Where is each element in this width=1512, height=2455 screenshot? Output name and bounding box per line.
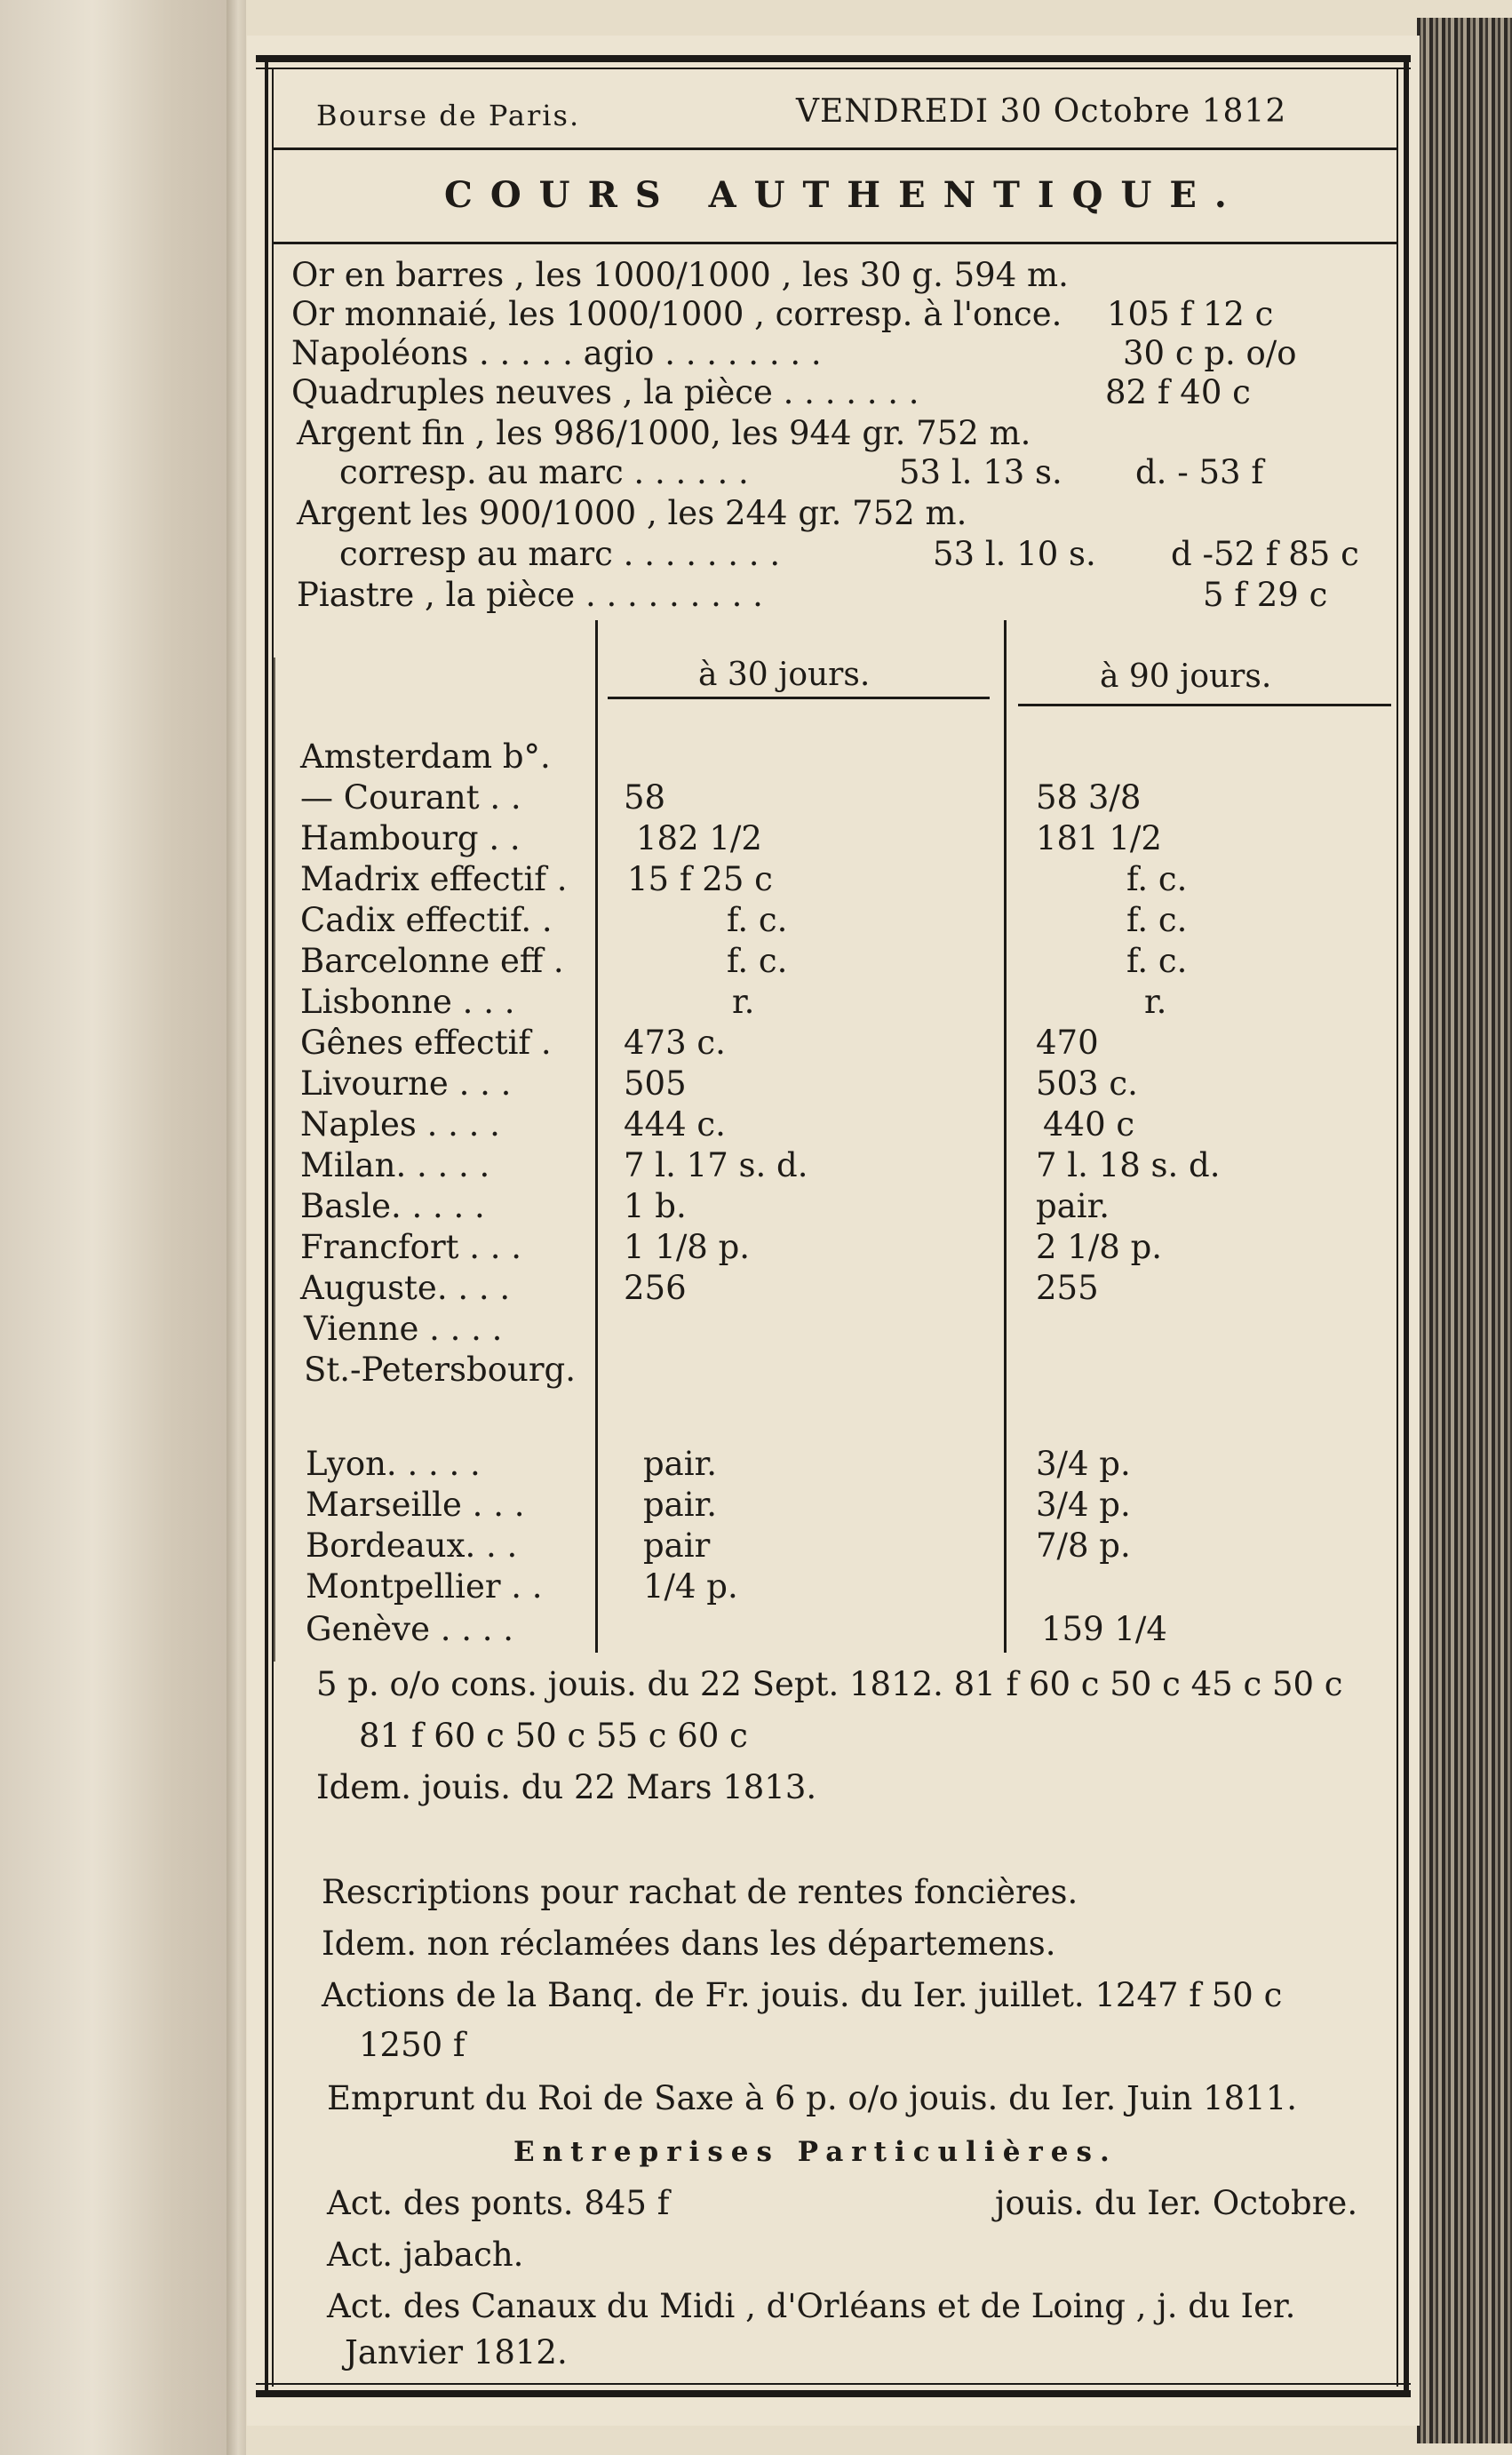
exchange-place: Madrix effectif . [300,860,568,898]
exchange-place: Vienne . . . . [304,1310,503,1348]
rate-90: f. c. [1126,942,1188,980]
rate-30: 473 c. [624,1024,726,1062]
rente-line: Idem. jouis. du 22 Mars 1813. [316,1768,817,1806]
rate-30: 58 [624,778,666,817]
jabach-line: Act. jabach. [327,2236,524,2274]
security-line: Rescriptions pour rachat de rentes foncières. [322,1873,1078,1911]
domestic-place: Bordeaux. . . [306,1526,518,1565]
rate-90: pair. [1036,1187,1110,1225]
security-line: Actions de la Banq. de Fr. jouis. du Ier. juillet. 1247 f 50 c [322,1976,1283,2014]
table-left-margin-rule [274,658,275,1662]
rate-30: 444 c. [624,1105,726,1144]
book-binding [0,0,231,2455]
metal-label: Or monnaié, les 1000/1000 , corresp. à l'once. [291,295,1062,333]
exchange-place: Basle. . . . . [300,1187,485,1225]
metal-label: Or en barres , les 1000/1000 , les 30 g. 594 m. [291,256,1069,294]
metal-label: Napoléons . . . . . agio . . . . . . . . [291,334,822,372]
title-rule [274,242,1397,244]
metal-label: corresp. au marc . . . . . . [339,453,749,491]
rate-30: pair. [643,1445,717,1483]
column-rule-30 [595,620,598,1653]
ponts-line: Act. des ponts. 845 f [327,2184,670,2222]
exchange-place: Amsterdam b°. [300,737,551,776]
metal-price: 82 f 40 c [1105,373,1251,411]
rate-30: 1/4 p. [643,1567,738,1606]
rate-90: f. c. [1126,860,1188,898]
rate-90: 7 l. 18 s. d. [1036,1146,1221,1184]
rate-30: 1 1/8 p. [624,1228,751,1266]
metal-label: Argent fin , les 986/1000, les 944 gr. 752 m. [297,414,1031,452]
metal-price: 53 l. 13 s. [899,453,1062,491]
entreprises-heading: Entreprises Particulières. [513,2136,1118,2168]
metal-price: 5 f 29 c [1203,576,1328,614]
exchange-place: Barcelonne eff . [300,942,564,980]
exchange-place: Cadix effectif. . [300,901,553,939]
metal-price: d -52 f 85 c [1171,535,1359,573]
exchange-place: Lisbonne . . . [300,983,515,1021]
exchange-place: Francfort . . . [300,1228,522,1266]
rate-90: 58 3/8 [1036,778,1142,817]
col30-header: à 30 jours. [698,657,871,693]
rate-30: 256 [624,1269,687,1307]
domestic-place: Lyon. . . . . [306,1445,481,1483]
canaux-line-2: Janvier 1812. [345,2333,568,2371]
exchange-place: Naples . . . . [300,1105,500,1144]
rate-90: 7/8 p. [1036,1526,1131,1565]
frame-top-rule [256,55,1411,62]
rate-90: 255 [1036,1269,1099,1307]
rate-30: 505 [624,1064,687,1103]
frame-right-rule [1404,55,1409,2392]
metal-price: 30 c p. o/o [1123,334,1297,372]
rate-30: 1 b. [624,1187,687,1225]
binding-edge [227,0,246,2455]
metal-label: Argent les 900/1000 , les 244 gr. 752 m. [297,494,967,532]
bourse-header: Bourse de Paris. [316,99,581,132]
rate-90: 470 [1036,1024,1099,1062]
metal-label: corresp au marc . . . . . . . . [339,535,781,573]
rate-90: 2 1/8 p. [1036,1228,1163,1266]
exchange-place: St.-Petersbourg. [304,1351,576,1389]
rate-30: 7 l. 17 s. d. [624,1146,808,1184]
column-rule-90 [1004,620,1007,1653]
domestic-place: Genève . . . . [306,1610,514,1648]
col30-underline [608,697,990,699]
metal-label: Quadruples neuves , la pièce . . . . . . . [291,373,919,411]
rate-90: 440 c [1043,1105,1135,1144]
frame-right-inner-rule [1397,68,1398,2387]
security-line: Emprunt du Roi de Saxe à 6 p. o/o jouis. du Ier. Juin 1811. [327,2079,1298,2117]
exchange-place: Hambourg . . [300,819,521,857]
canaux-line: Act. des Canaux du Midi , d'Orléans et de Loing , j. du Ier. [327,2287,1296,2325]
exchange-place: Auguste. . . . [300,1269,511,1307]
exchange-place: Livourne . . . [300,1064,512,1103]
rate-30: pair. [643,1486,717,1524]
domestic-place: Marseille . . . [306,1486,525,1524]
date-header: VENDREDI 30 Octobre 1812 [796,93,1287,130]
rate-90: 159 1/4 [1041,1610,1167,1648]
rate-90: f. c. [1126,901,1188,939]
rate-30: pair [643,1526,711,1565]
document-page [247,36,1420,2426]
rate-30: 182 1/2 [636,819,762,857]
exchange-place: Milan. . . . . [300,1146,490,1184]
metal-price: 105 f 12 c [1107,295,1274,333]
frame-bottom-rule [256,2390,1411,2397]
rente-line: 5 p. o/o cons. jouis. du 22 Sept. 1812. 81 f 60 c 50 c 45 c 50 c [316,1665,1343,1703]
col90-header: à 90 jours. [1100,658,1272,695]
frame-top-inner-rule [256,68,1411,69]
rate-90: 503 c. [1036,1064,1138,1103]
ponts-jouis: jouis. du Ier. Octobre. [995,2184,1358,2222]
rente-line: 81 f 60 c 50 c 55 c 60 c [359,1717,748,1755]
domestic-place: Montpellier . . [306,1567,543,1606]
rate-90: 3/4 p. [1036,1445,1131,1483]
exchange-place: — Courant . . [300,778,521,817]
metal-price: d. - 53 f [1135,453,1264,491]
frame-left-rule [265,55,268,2392]
rate-30: f. c. [727,942,788,980]
header-rule [274,147,1397,150]
page-edges [1417,18,1512,2443]
security-line: Idem. non réclamées dans les départemens. [322,1925,1056,1963]
rate-90: 3/4 p. [1036,1486,1131,1524]
rate-30: r. [732,983,755,1021]
col90-underline [1018,704,1391,706]
security-line: 1250 f [359,2026,466,2064]
metal-price: 53 l. 10 s. [933,535,1096,573]
frame-bottom-inner-rule [256,2383,1411,2385]
rate-30: 15 f 25 c [627,860,773,898]
metal-label: Piastre , la pièce . . . . . . . . . [297,576,763,614]
rate-90: r. [1144,983,1167,1021]
page-title: COURS AUTHENTIQUE. [444,174,1245,216]
rate-30: f. c. [727,901,788,939]
exchange-place: Gênes effectif . [300,1024,552,1062]
rate-90: 181 1/2 [1036,819,1162,857]
